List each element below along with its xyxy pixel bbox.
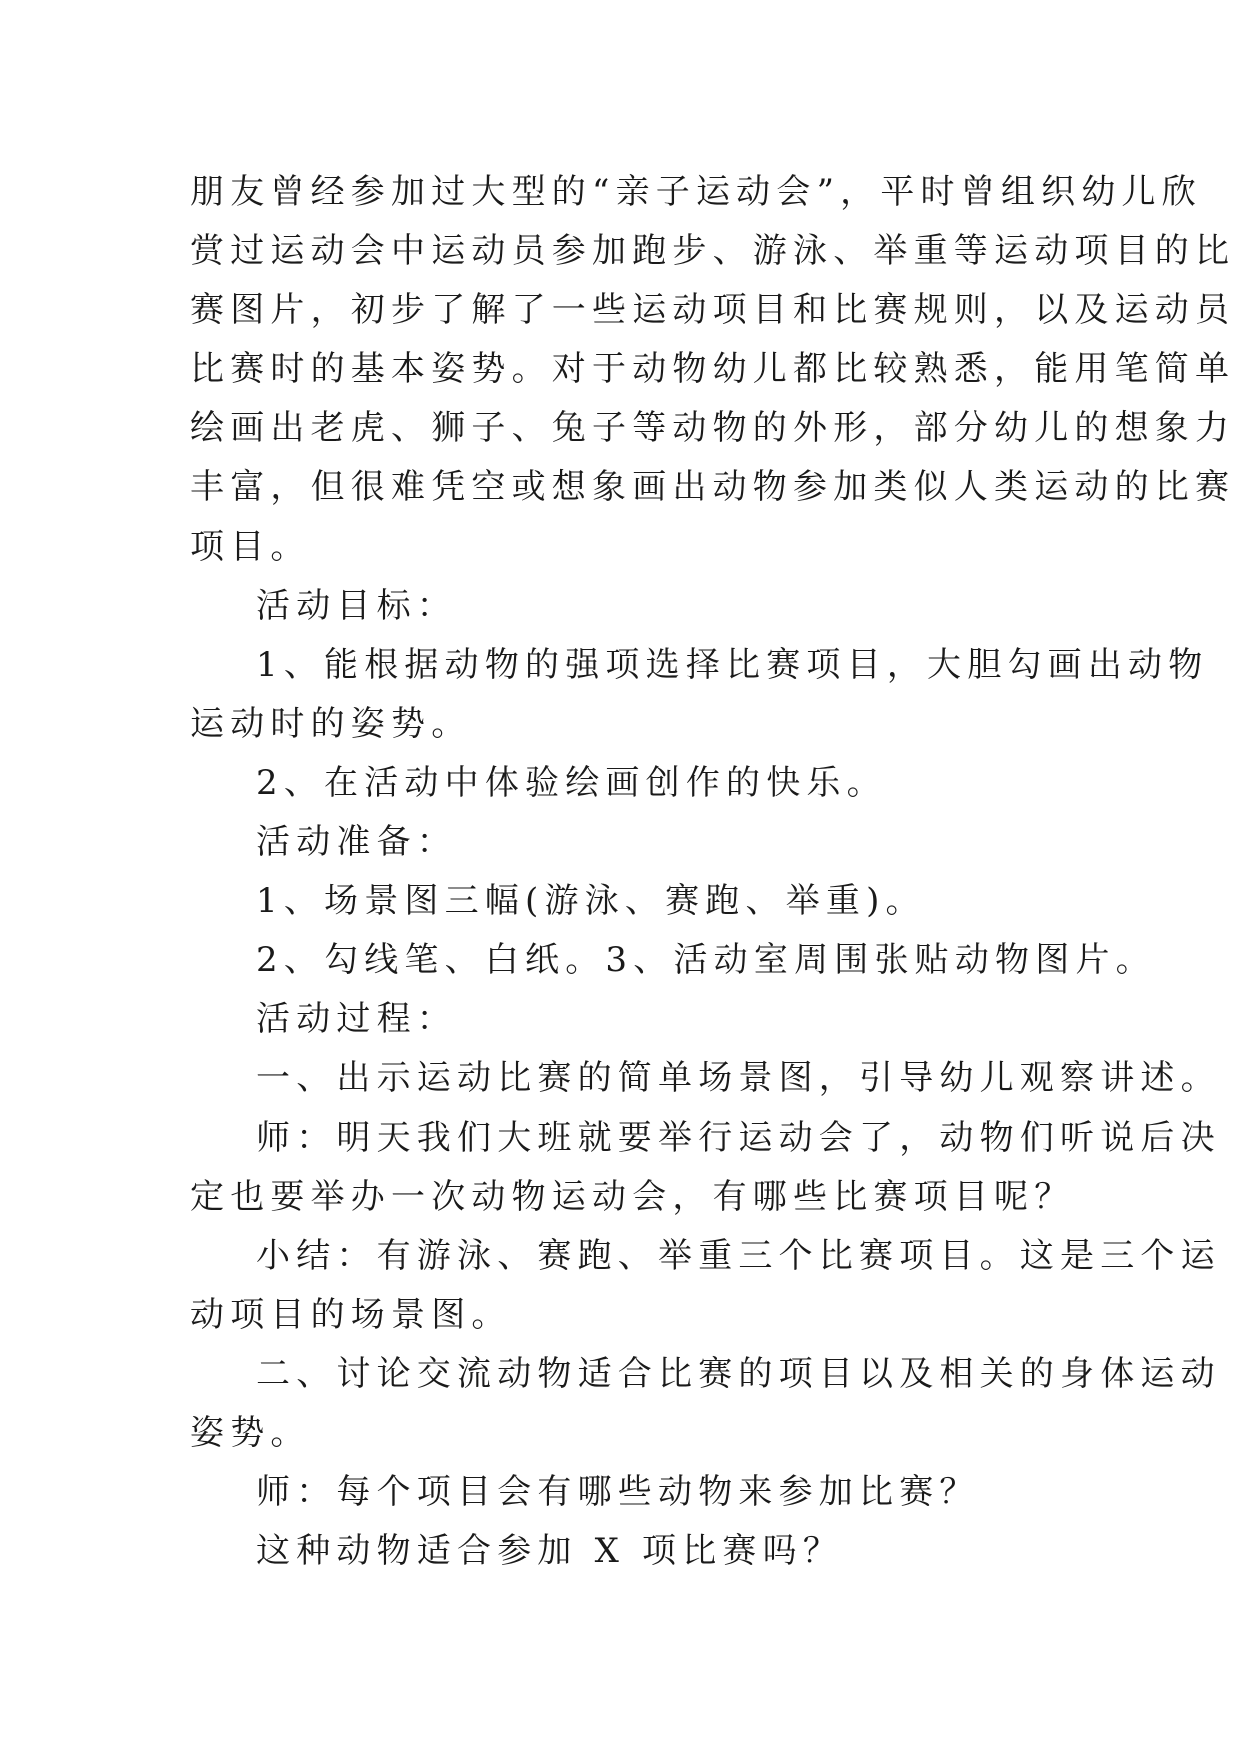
section-heading-objectives: 活动目标： bbox=[256, 585, 457, 626]
text-line: 师：每个项目会有哪些动物来参加比赛？ bbox=[256, 1472, 980, 1513]
text-line: 1、场景图三幅(游泳、赛跑、举重)。 bbox=[256, 881, 926, 922]
text-line: 这种动物适合参加 X 项比赛吗？ bbox=[256, 1531, 844, 1572]
section-heading-preparation: 活动准备： bbox=[256, 822, 457, 863]
text-line: 项目。 bbox=[190, 526, 311, 567]
text-line: 2、在活动中体验绘画创作的快乐。 bbox=[256, 762, 887, 803]
text-line: 2、勾线笔、白纸。3、活动室周围张贴动物图片。 bbox=[256, 940, 1156, 981]
text-line: 朋友曾经参加过大型的“亲子运动会”，平时曾组织幼儿欣 bbox=[190, 172, 1202, 212]
text-line: 赏过运动会中运动员参加跑步、游泳、举重等运动项目的比 bbox=[190, 231, 1236, 272]
text-line: 丰富，但很难凭空或想象画出动物参加类似人类运动的比赛 bbox=[190, 467, 1236, 508]
text-line: 比赛时的基本姿势。对于动物幼儿都比较熟悉，能用笔简单 bbox=[190, 349, 1236, 390]
text-line: 1、能根据动物的强项选择比赛项目，大胆勾画出动物 bbox=[256, 644, 1209, 685]
text-line: 定也要举办一次动物运动会，有哪些比赛项目呢？ bbox=[190, 1176, 1075, 1217]
text-line: 师：明天我们大班就要举行运动会了，动物们听说后决 bbox=[256, 1117, 1221, 1158]
text-line: 姿势。 bbox=[190, 1412, 311, 1453]
text-line: 运动时的姿势。 bbox=[190, 703, 472, 744]
text-line: 绘画出老虎、狮子、兔子等动物的外形，部分幼儿的想象力 bbox=[190, 408, 1236, 449]
text-line: 一、出示运动比赛的简单场景图，引导幼儿观察讲述。 bbox=[256, 1058, 1221, 1099]
text-line: 赛图片，初步了解了一些运动项目和比赛规则，以及运动员 bbox=[190, 290, 1236, 331]
text-line: 小结：有游泳、赛跑、举重三个比赛项目。这是三个运 bbox=[256, 1235, 1221, 1276]
section-heading-process: 活动过程： bbox=[256, 999, 457, 1040]
text-line: 动项目的场景图。 bbox=[190, 1294, 512, 1335]
document-body bbox=[190, 163, 1236, 1581]
text-line: 二、讨论交流动物适合比赛的项目以及相关的身体运动 bbox=[256, 1353, 1221, 1394]
